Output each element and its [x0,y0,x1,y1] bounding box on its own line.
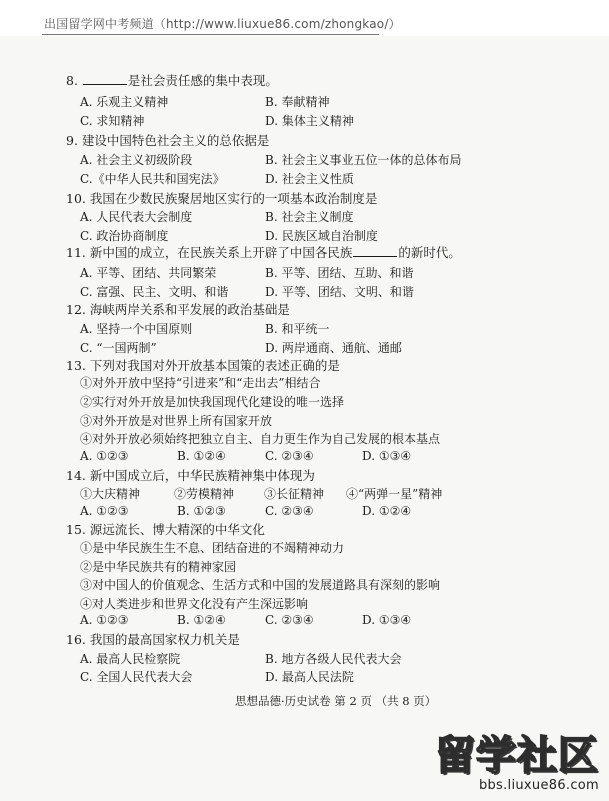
option: B. 和平统一 [265,322,330,336]
answer-blank [83,74,127,85]
statement-item: ③对外开放是对世界上所有国家开放 [80,414,273,428]
option: D. 平等、团结、文明、和谐 [265,285,414,299]
option: D. ①③④ [362,449,412,463]
option: D. 集体主义精神 [265,114,354,128]
option: B. 平等、团结、互助、和谐 [265,266,414,280]
question-10: 10. 我国在少数民族聚居地区实行的一项基本政治制度是 [66,191,378,206]
statement-item: ③对中国人的价值观念、生活方式和中国的发展道路具有深刻的影响 [80,578,441,592]
option: D. ①②④ [362,504,412,518]
site-header [0,0,609,36]
option: D. 民族区域自治制度 [265,229,378,243]
page-footer: 思想品德·历史试卷 第 2 页 （共 8 页） [235,694,437,708]
question-14: 14. 新中国成立后，中华民族精神集中体现为 [66,468,315,483]
option: C. 求知精神 [80,114,145,128]
statement-item: ②实行对外开放是加快我国现代化建设的唯一选择 [80,395,345,409]
option: C. 全国人民代表大会 [80,670,193,684]
option: C. ②③④ [265,449,314,463]
option: B. 奉献精神 [265,95,330,109]
option: A. 最高人民检察院 [80,652,181,666]
question-13: 13. 下列对我国对外开放基本国策的表述正确的是 [66,358,340,373]
question-16: 16. 我国的最高国家权力机关是 [66,632,240,647]
statement-item: ③长征精神 [264,487,325,501]
statement-item: ①大庆精神 [80,487,141,501]
option: C. “一国两制” [80,341,157,355]
option: A. 坚持一个中国原则 [80,322,193,336]
question-15: 15. 源远流长、博大精深的中华文化 [66,522,265,537]
option: D. 两岸通商、通航、通邮 [265,341,402,355]
option: A. 人民代表大会制度 [80,210,193,224]
option: B. 地方各级人民代表大会 [265,652,402,666]
statement-item: ②是中华民族共有的精神家园 [80,560,237,574]
option: C. ②③④ [265,504,314,518]
option: B. ①②④ [177,613,226,627]
statement-item: ①是中华民族生生不息、团结奋进的不竭精神动力 [80,541,345,555]
option: B. 社会主义事业五位一体的总体布局 [265,153,462,167]
statement-item: ②劳模精神 [174,487,235,501]
option: D. 最高人民法院 [265,670,354,684]
statement-item: ①对外开放中坚持“引进来”和“走出去”相结合 [80,376,321,390]
option: A. 社会主义初级阶段 [80,153,193,167]
option: C. ②③④ [265,613,314,627]
statement-item: ④对外开放必须始终把独立自主、自力更生作为自己发展的根本基点 [80,432,441,446]
site-watermark [435,733,599,793]
watermark-logo: 留学社区 [435,733,599,779]
statement-item: ④“两弹一星”精神 [346,487,443,501]
option: B. ①②④ [177,449,226,463]
option: C. 政治协商制度 [80,229,169,243]
question-8: 8. 是社会责任感的集中表现。 [66,73,278,88]
option: D. ①③④ [362,613,412,627]
watermark-url: bbs.liuxue86.com [478,778,599,793]
option: A. ①②③ [80,449,129,463]
option: C. 富强、民主、文明、和谐 [80,285,229,299]
header-text: 出国留学网中考频道（http://www.liuxue86.com/zhongkao/） [44,17,401,31]
question-12: 12. 海峡两岸关系和平发展的政治基础是 [66,302,290,317]
option: D. 社会主义性质 [265,172,354,186]
statement-item: ④对人类进步和世界文化没有产生深远影响 [80,597,309,611]
answer-blank [353,246,397,257]
option: C.《中华人民共和国宪法》 [80,172,225,186]
option: A. ①②③ [80,613,129,627]
option: A. ①②③ [80,504,129,518]
question-9: 9. 建设中国特色社会主义的总依据是 [66,133,270,148]
option: A. 平等、团结、共同繁荣 [80,266,217,280]
question-11: 11. 新中国的成立，在民族关系上开辟了中国各民族 的新时代。 [66,245,461,260]
option: B. 社会主义制度 [265,210,354,224]
option: B. ①②③ [177,504,226,518]
header-underline [42,34,379,35]
option: A. 乐观主义精神 [80,95,169,109]
